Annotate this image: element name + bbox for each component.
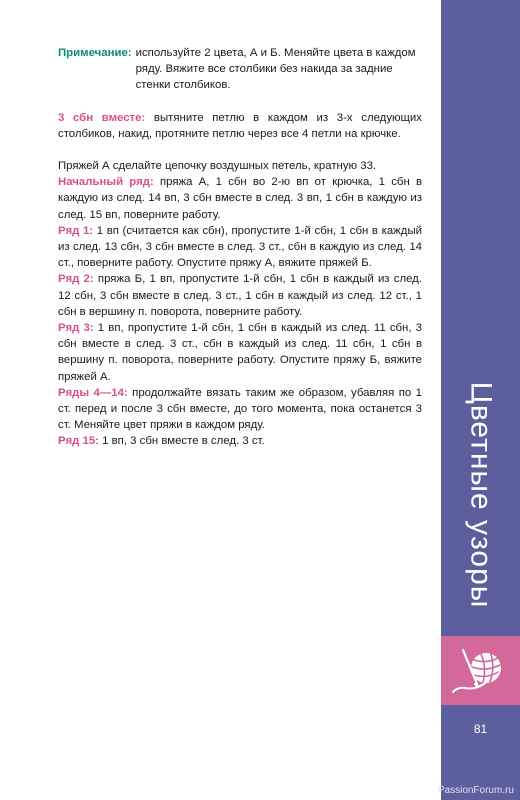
chapter-title-text: Цветные узоры [464,381,498,609]
row-text: пряжа А, 1 сбн во 2-ю вп от крючка, 1 сбн в каждую из след. 14 вп, 3 сбн вместе в след. 3 вп, 1 сбн в каждую из след. 15 вп, поверните работу. [58,176,422,221]
row-15 [58,433,422,449]
row-text: продолжайте вязать таким же образом, убавляя по 1 ст. перед и после 3 сбн вместе, до того момента, пока останется 3 ст. Меняйте цвет пряжи в каждом ряду. [58,386,422,432]
chapter-title [441,355,520,635]
row-label: Ряды 4—14: [58,386,128,399]
intro-paragraph: Пряжей А сделайте цепочку воздушных петель, кратную 33. [58,160,377,173]
icon-box [441,636,520,705]
definition-label: 3 сбн вместе: [58,111,146,124]
row-initial [58,174,422,223]
note-label: Примечание: [58,47,132,59]
watermark: PassionForum.ru [437,785,514,796]
row-label: Ряд 2: [58,273,94,286]
row-1 [58,223,422,272]
yarn-ball-icon [441,636,520,705]
row-text: 1 вп (считается как сбн), пропустите 1-й сбн, 1 сбн в каждый из след. 13 сбн, 3 сбн вместе в след. 3 ст., сбн в каждую из след. 14 ст., поверните работу. Опустите пряжу А, вяжите пряжей Б. [58,224,422,270]
page-number: 81 [473,722,488,736]
note-paragraph [58,45,422,94]
row-2 [58,271,422,320]
row-label: Ряд 1: [58,224,94,237]
row-text: пряжа Б, 1 вп, пропустите 1-й сбн, 1 сбн в каждый из след. 12 сбн, 3 сбн вместе в след. 3 ст., 1 сбн в каждый из след. 12 ст., 1 сбн в вершину п. поворота, поверните работу. [58,273,422,318]
row-label: Ряд 3: [58,322,94,335]
row-label: Ряд 15: [58,435,99,448]
row-text: 1 вп, пропустите 1-й сбн, 1 сбн в каждый из след. 11 сбн, 3 сбн вместе в след. 3 ст., сбн в каждый из след. 11 сбн, 1 сбн в вершину п. поворота, поверните работу. Опустите пряжу Б, вяжите пряжей А. [58,322,422,383]
instructions-text [58,45,422,450]
definition-text: вытяните петлю в каждом из 3-х следующих столбиков, накид, протяните петлю через все 4 петли на крючке. [58,111,422,140]
definition-paragraph [58,110,422,142]
note-text: используйте 2 цвета, А и Б. Меняйте цвета в каждом ряду. Вяжите все столбики без накида за задние стенки столбиков. [135,47,416,92]
row-text: 1 вп, 3 сбн вместе в след. 3 ст. [98,435,265,448]
row-label: Начальный ряд: [58,176,154,189]
row-3 [58,320,422,385]
row-4-14 [58,385,422,434]
